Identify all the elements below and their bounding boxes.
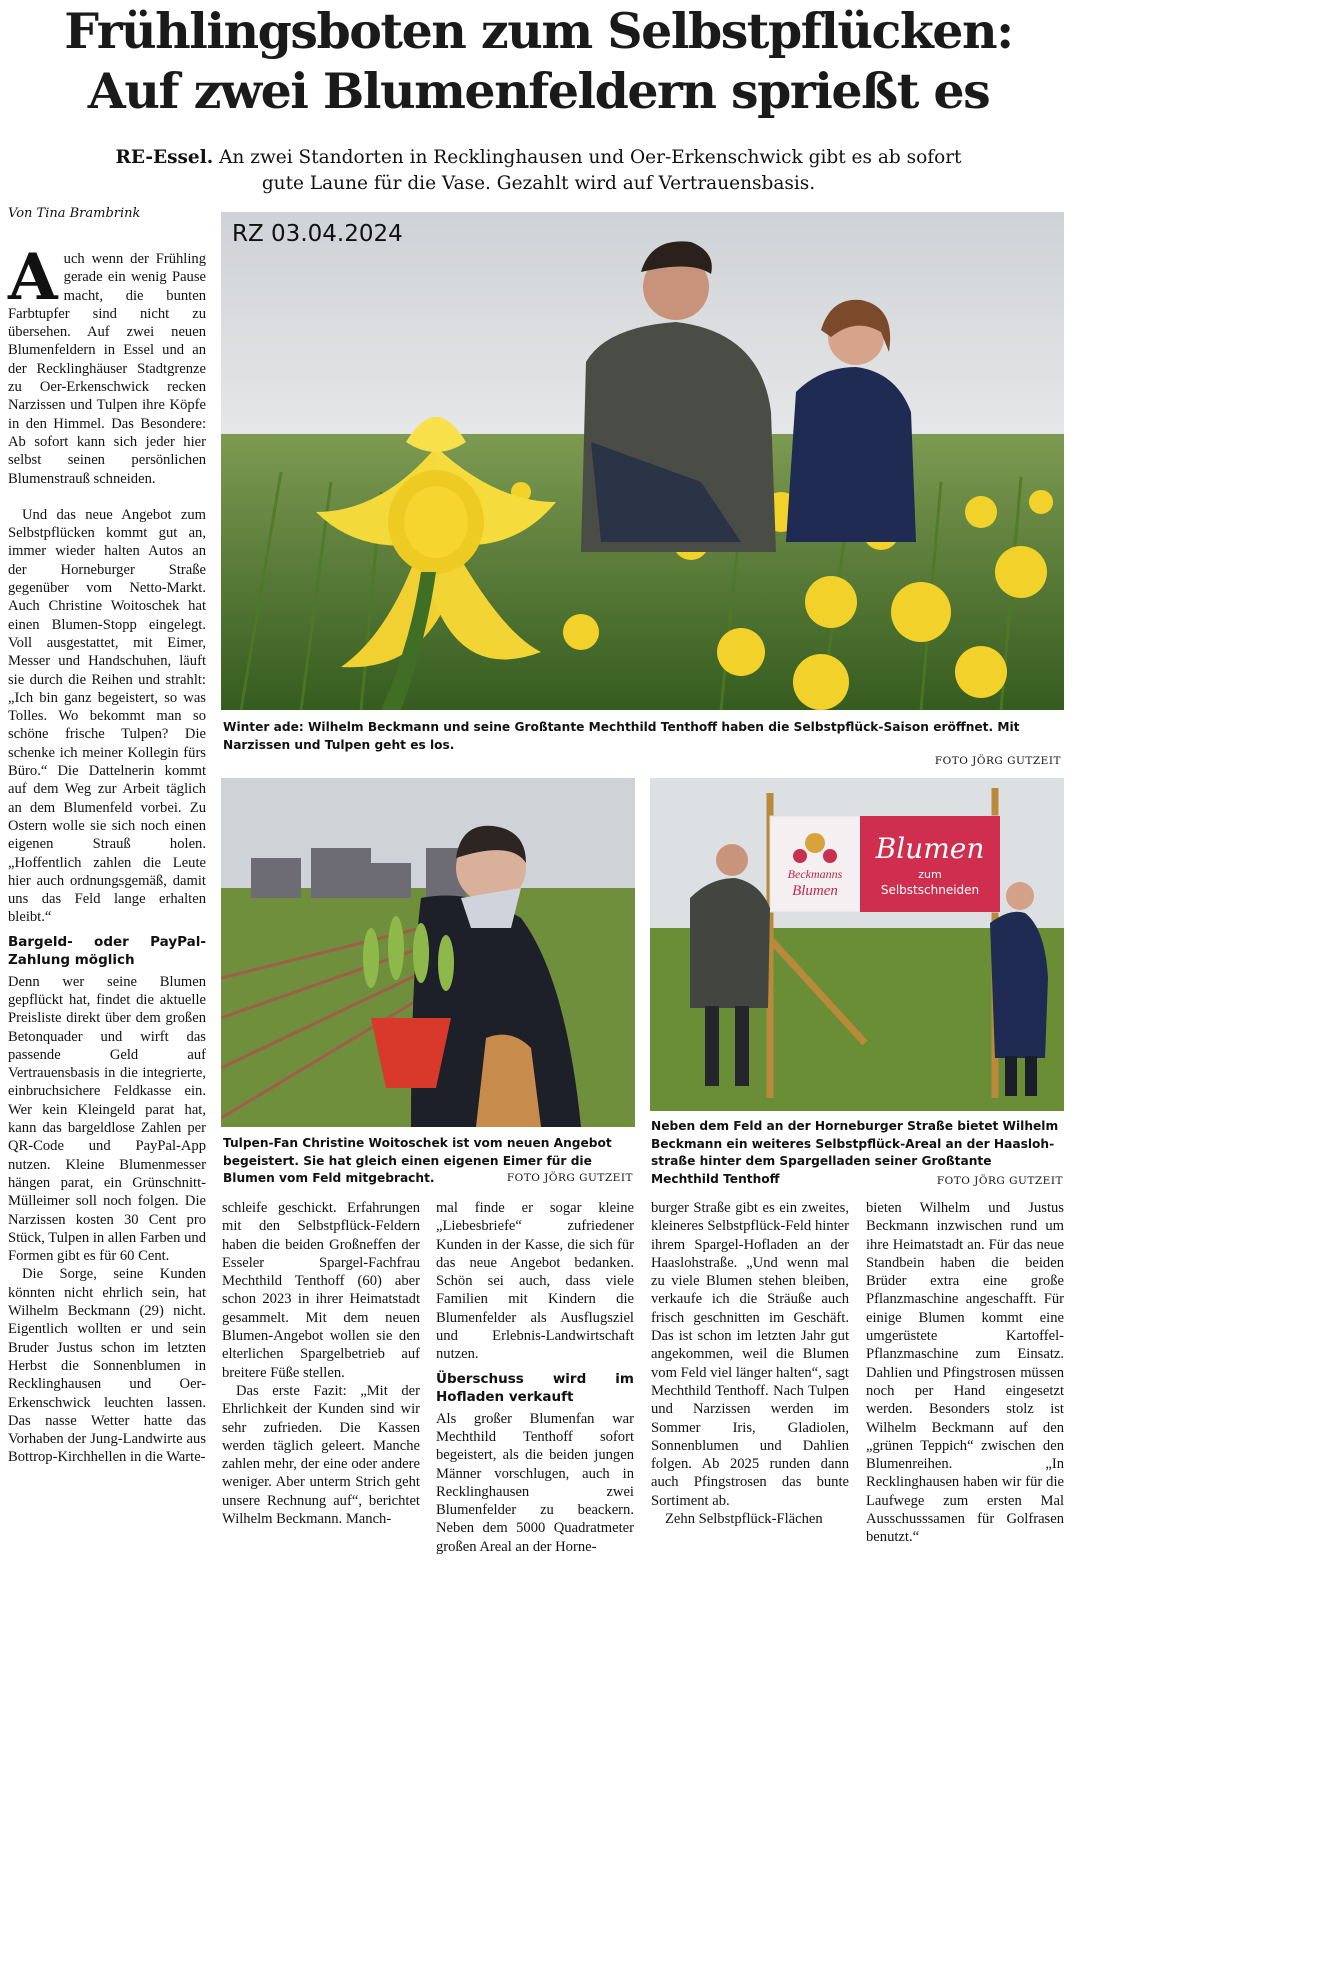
sign-sub-1: zum xyxy=(918,868,942,881)
photo-credit-left: FOTO JÖRG GUTZEIT xyxy=(506,1172,633,1184)
headline-line-2: Auf zwei Blumenfeldern sprießt es xyxy=(87,62,990,120)
sign-sub-2: Selbstschneiden xyxy=(880,883,980,897)
article-paragraph-6: Das erste Fazit: „Mit der Ehrlichkeit der Kunden sind wir sehr zufrieden. Die Kassen werden täglich geleert. Manche zahlen mehr, der eine oder andere weniger. Aber unterm Strich geht unsere Rechnung auf“, berichtet Wilhelm Beckmann. Manch- xyxy=(222,1382,420,1528)
article-paragraph-8: Als großer Blumenfan war Mechthild Tenthoff sofort begeistert, als die beiden jungen Männer vorschlugen, auch in Recklinghausen zwei Blumenfelder zu beackern. Neben dem 5000 Quadratmeter großen Areal an der Horne- xyxy=(436,1410,634,1555)
article-paragraph-9: burger Straße gibt es ein zweites, kleineres Selbstpflück-Feld hinter ihrem Spargel-Hofladen an der Haaslohstraße. „Und wenn mal zu viele Blumen stehen bleiben, verkaufe ich die Sträuße auch frisch geschnitten im Geschäft. Das ist schon im letzten Jahr gut angekommen, weil die Blumen vom Feld viel länger halten“, sagt Mechthild Tenthoff. Nach Tulpen und Narzissen werden im Sommer Iris, Gladiolen, Sonnenblumen und Dahlien folgen. Ab 2025 runden dann auch Pfingstrosen das bunte Sortiment ab. xyxy=(651,1200,849,1509)
article-column-2 xyxy=(222,1199,420,1528)
article-column-1 xyxy=(8,240,206,1467)
lead-text-2: gute Laune für die Vase. Gezahlt wird auf Vertrauensbasis. xyxy=(261,173,816,194)
headline-line-1: Frühlingsboten zum Selbstpflücken: xyxy=(64,2,1013,60)
photo-credit-main: FOTO JÖRG GUTZEIT xyxy=(934,755,1061,767)
caption-left: Tulpen-Fan Christine Woitoschek ist vom neuen Angebot begeistert. Sie hat gleich einen eigenen Eimer für die Blumen vom Feld mitgebracht. FOTO JÖRG GUTZEIT xyxy=(223,1135,633,1188)
article-paragraph-1: Auch wenn der Frühling gerade ein wenig Pause macht, die bunten Farbtupfer sind nicht zu übersehen. Auf zwei neuen Blumenfeldern in Essel und an der Recklinghäuser Stadtgrenze zu Oer-Erkenschwick recken Narzissen und Tulpen ihre Köpfe in den Himmel. Das Besondere: Ab sofort kann sich jeder hier selbst seinen persönlichen Blumenstrauß schneiden. xyxy=(8,240,206,487)
lead-dateline: RE-Essel. xyxy=(115,147,214,168)
sign-brand-line-1: Beckmanns xyxy=(787,867,843,881)
main-photo-daffodils xyxy=(221,212,1064,710)
article-paragraph-7: mal finde er sogar kleine „Liebesbriefe“ zufriedener Kunden in der Kasse, die sich für das neue Angebot bedanken. Schön sei auch, dass viele Familien mit Kindern die Blumenfelder als Ausflugsziel und Erlebnis-Landwirtschaft nutzen. xyxy=(436,1200,634,1363)
article-paragraph-5: schleife geschickt. Erfahrungen mit den Selbstpflück-Feldern haben die beiden Großneffen der Esseler Spargel-Fachfrau Mechthild Tenthoff (60) aber schon 2023 in ihrer Heimatstadt gesammelt. Mit dem neuen Blumen-Angebot wollen sie den elterlichen Spargelbetrieb auf breitere Füße stellen. xyxy=(222,1200,420,1381)
subheading-payment: Bargeld- oder PayPal-Zahlung möglich xyxy=(8,933,206,968)
sign-title: Blumen xyxy=(875,832,985,865)
photo-sign xyxy=(650,778,1064,1111)
article-paragraph-3: Denn wer seine Blumen gepflückt hat, findet die aktuelle Preisliste direkt über dem großen Betonquader und wirft das passende Geld auf Vertrauensbasis in die integrierte, einbruchsichere Feldkasse ein. Wer kein Kleingeld parat hat, kann das bargeldlose Zahlen per QR-Code und PayPal-App nutzen. Kleine Blumenmesser hängen parat, ein Grünschnitt-Mülleimer soll noch folgen. Die Narzissen kosten 30 Cent pro Stück, Tulpen in allen Farben und Formen gibt es für 60 Cent. xyxy=(8,973,206,1265)
caption-main: Winter ade: Wilhelm Beckmann und seine Großtante Mechthild Tenthoff haben die Selbstpflück-Saison eröffnet. Mit Narzissen und Tulpen geht es los. FOTO JÖRG GUTZEIT xyxy=(223,720,1061,767)
caption-right: Neben dem Feld an der Horneburger Straße bietet Wilhelm Beckmann ein weiteres Selbstpflück-Areal an der Haaslohstraße hinter dem Spargelladen seiner Großtante Mechthild Tenthoff FOTO JÖRG GUTZEIT xyxy=(651,1118,1063,1190)
article-column-3 xyxy=(436,1199,634,1556)
sign-brand-line-2: Blumen xyxy=(792,883,838,899)
article-paragraph-2: Und das neue Angebot zum Selbstpflücken kommt gut an, immer wieder halten Autos an der Horneburger Straße gegenüber vom Netto-Markt. Auch Christine Woitoschek hat einen Blumen-Stopp eingelegt. Voll ausgestattet, mit Eimer, Messer und Handschuhen, läuft sie durch die Reihen und strahlt: „Ich bin ganz begeistert, so was Tolles. Wo bekommt man so schöne frische Tulpen? Die schenke ich meiner Kollegin fürs Büro.“ Die Dattelnerin kommt auf dem Weg zur Arbeit täglich an dem Blumenfeld vorbei. Zu Ostern wolle sie sich noch einen eigenen Strauß holen. „Hoffentlich zahlen die Leute hier auch ordnungsgemäß, damit uns das Feld lange erhalten bleibt.“ xyxy=(8,506,206,926)
lead-paragraph xyxy=(20,145,1057,197)
subheading-surplus: Überschuss wird im Hofladen verkauft xyxy=(436,1370,634,1405)
article-column-5 xyxy=(866,1199,1064,1547)
article-column-4 xyxy=(651,1199,849,1528)
article-paragraph-4: Die Sorge, seine Kunden könnten nicht ehrlich sein, hat Wilhelm Beckmann (29) nicht. Eigentlich wollten er und sein Bruder Justus schon im letzten Herbst die Sonnenblumen in Recklinghausen und Oer-Erkenschwick leuchten lassen. Das nasse Wetter hatte das Vorhaben der Jung-Landwirte aus Bottrop-Kirchhellen in die Warte- xyxy=(8,1266,206,1466)
date-stamp: RZ 03.04.2024 xyxy=(232,221,403,247)
photo-tulip-fan xyxy=(221,778,635,1127)
photo-credit-right: FOTO JÖRG GUTZEIT xyxy=(936,1174,1063,1187)
lead-text-1: An zwei Standorten in Recklinghausen und Oer-Erkenschwick gibt es ab sofort xyxy=(219,147,962,168)
article-paragraph-11: bieten Wilhelm und Justus Beckmann inzwischen rund um ihre Heimatstadt an. Für das neue Standbein haben die beiden Brüder extra eine große Pflanzmaschine angeschafft. Für einige Blumen kommt eine umgerüstete Kartoffel-Pflanzmaschine zum Einsatz. Dahlien und Pfingstrosen müssen noch per Hand eingesetzt werden. Besonders stolz ist Wilhelm Beckmann auf den „grünen Teppich“ zwischen den Blumenreihen. „In Recklinghausen haben wir für die Laufwege zum ersten Mal Ausschusssamen für Golfrasen benutzt.“ xyxy=(866,1200,1064,1546)
article-paragraph-10: Zehn Selbstpflück-Flächen xyxy=(665,1511,823,1528)
drop-cap: A xyxy=(8,240,58,315)
byline: Von Tina Brambrink xyxy=(8,206,141,221)
